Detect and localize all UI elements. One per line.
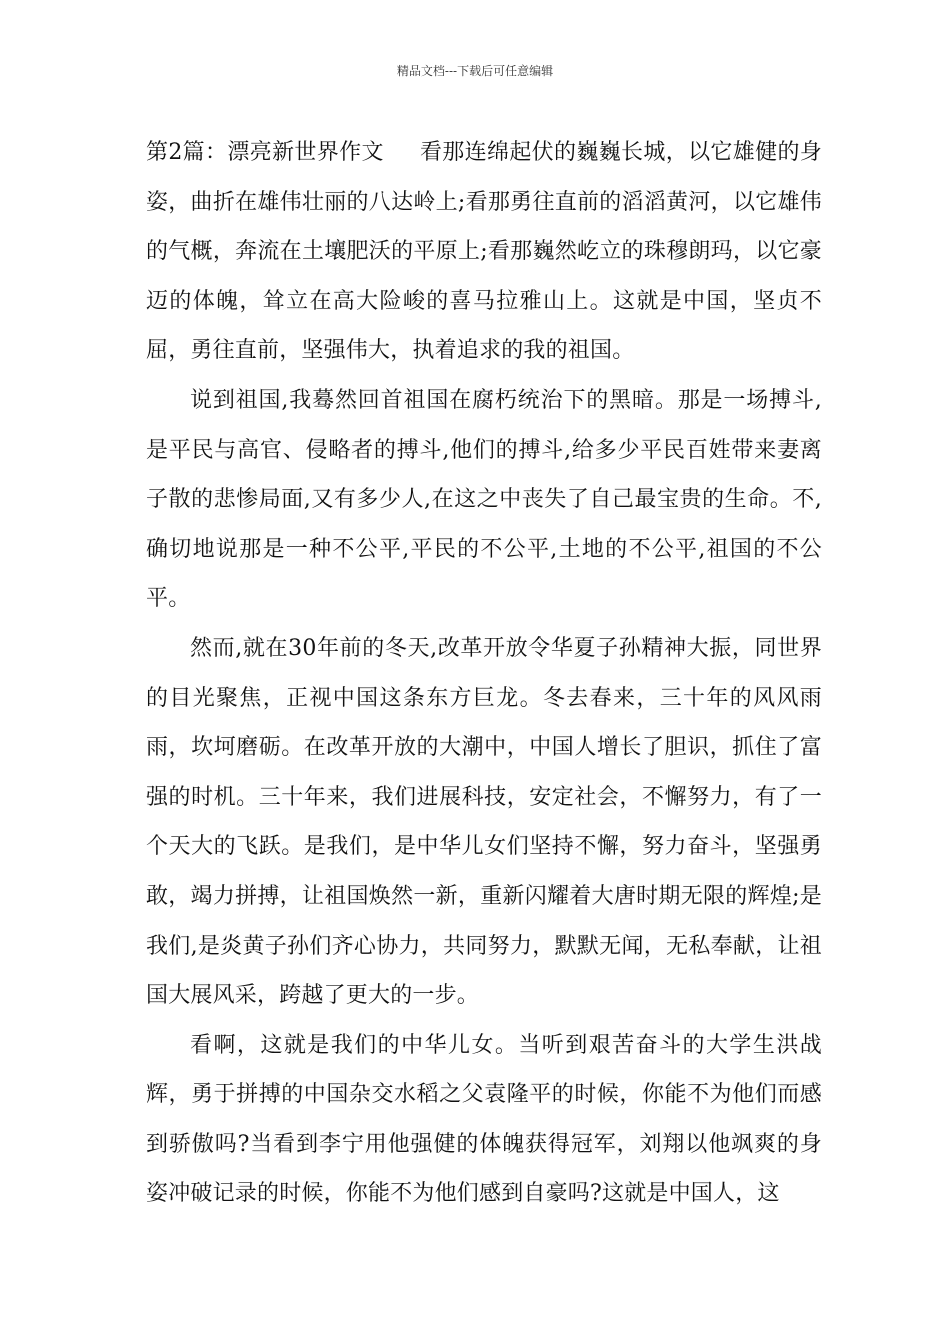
article-title: 第2篇：漂亮新世界作文	[146, 140, 384, 165]
paragraph-1-text: 看那连绵起伏的巍巍长城，以它雄健的身姿，曲折在雄伟壮丽的八达岭上;看那勇往直前的滔滔黄河，以它雄伟的气概，奔流在土壤肥沃的平原上;看那巍然屹立的珠穆朗玛，以它豪迈的体魄，耸立在高大险峻的喜马拉雅山上。这就是中国，坚贞不屈，勇往直前，坚强伟大，执着追求的我的祖国。	[146, 140, 822, 364]
article-body	[146, 128, 822, 1219]
paragraph-1	[146, 128, 822, 376]
page-header: 精品文档---下载后可任意编辑	[396, 64, 554, 78]
paragraph-3: 然而,就在30年前的冬天,改革开放令华夏子孙精神大振，同世界的目光聚焦，正视中国这条东方巨龙。冬去春来，三十年的风风雨雨，坎坷磨砺。在改革开放的大潮中，中国人增长了胆识，抓住了富强的时机。三十年来，我们进展科技，安定社会，不懈努力，有了一个天大的飞跃。是我们，是中华儿女们坚持不懈，努力奋斗，坚强勇敢，竭力拼搏，让祖国焕然一新，重新闪耀着大唐时期无限的辉煌;是我们,是炎黄子孙们齐心协力，共同努力，默默无闻，无私奉献，让祖国大展风采，跨越了更大的一步。	[146, 635, 822, 1009]
paragraph-4: 看啊，这就是我们的中华儿女。当听到艰苦奋斗的大学生洪战辉，勇于拼搏的中国杂交水稻之父袁隆平的时候，你能不为他们而感到骄傲吗?当看到李宁用他强健的体魄获得冠军，刘翔以他飒爽的身姿冲破记录的时候，你能不为他们感到自豪吗?这就是中国人，这	[146, 1032, 822, 1207]
paragraph-2: 说到祖国,我蓦然回首祖国在腐朽统治下的黑暗。那是一场搏斗,是平民与高官、侵略者的搏斗,他们的搏斗,给多少平民百姓带来妻离子散的悲惨局面,又有多少人,在这之中丧失了自己最宝贵的生命。不,确切地说那是一种不公平,平民的不公平,土地的不公平,祖国的不公平。	[146, 387, 822, 612]
